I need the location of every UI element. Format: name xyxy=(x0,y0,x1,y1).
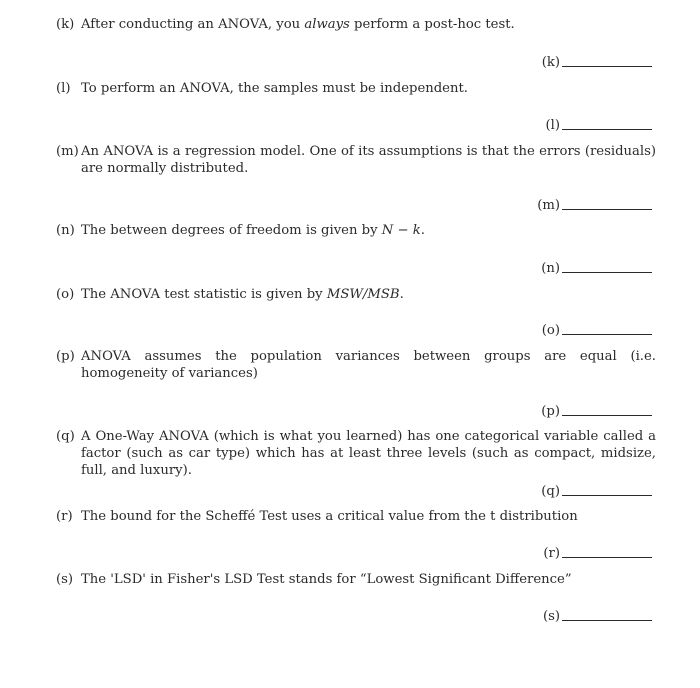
question-label: (o) xyxy=(56,287,75,302)
question-text: An ANOVA is a regression model. One of its assumptions is that the errors (residuals) are normally distributed. xyxy=(81,144,656,176)
question-q xyxy=(56,428,656,479)
answer-line[interactable] xyxy=(562,209,652,210)
answer-label: (o) xyxy=(541,323,560,338)
answer-blank-n[interactable] xyxy=(520,260,652,277)
answer-label: (r) xyxy=(543,546,560,561)
answer-line[interactable] xyxy=(562,620,652,621)
answer-label: (s) xyxy=(542,609,560,624)
answer-line[interactable] xyxy=(562,272,652,273)
answer-label: (k) xyxy=(541,55,560,70)
answer-line[interactable] xyxy=(562,129,652,130)
answer-label: (m) xyxy=(537,198,560,213)
question-s xyxy=(56,571,656,588)
math-expression: N − k xyxy=(381,223,421,238)
answer-line[interactable] xyxy=(562,66,652,67)
question-label: (s) xyxy=(56,572,74,587)
question-n xyxy=(56,222,656,239)
question-text: To perform an ANOVA, the samples must be independent. xyxy=(81,81,468,96)
answer-blank-l[interactable] xyxy=(520,117,652,134)
question-text: The bound for the Scheffé Test uses a critical value from the t distribution xyxy=(81,509,578,524)
answer-label: (p) xyxy=(541,404,560,419)
answer-line[interactable] xyxy=(562,495,652,496)
answer-label: (n) xyxy=(541,261,560,276)
question-r xyxy=(56,508,656,525)
question-text: A One-Way ANOVA (which is what you learned) has one categorical variable called a factor (such as car type) which has at least three levels (such as compact, midsize, full, and luxury). xyxy=(81,429,656,478)
question-label: (n) xyxy=(56,223,75,238)
math-expression: MSW/MSB xyxy=(326,287,400,302)
question-o xyxy=(56,286,656,303)
question-k xyxy=(56,16,656,33)
question-l xyxy=(56,80,656,97)
question-p xyxy=(56,348,656,382)
answer-blank-q[interactable] xyxy=(520,483,652,500)
answer-blank-o[interactable] xyxy=(520,322,652,339)
question-label: (l) xyxy=(56,81,71,96)
question-m xyxy=(56,143,656,177)
answer-label: (q) xyxy=(541,484,560,499)
question-label: (r) xyxy=(56,509,73,524)
question-text: The ANOVA test statistic is given by MSW/MSB. xyxy=(81,287,404,302)
question-text: The between degrees of freedom is given by N − k. xyxy=(81,223,425,238)
question-text: After conducting an ANOVA, you always perform a post-hoc test. xyxy=(81,17,515,32)
answer-line[interactable] xyxy=(562,334,652,335)
answer-line[interactable] xyxy=(562,557,652,558)
answer-blank-m[interactable] xyxy=(520,197,652,214)
answer-label: (l) xyxy=(545,118,560,133)
question-label: (q) xyxy=(56,429,75,444)
answer-blank-r[interactable] xyxy=(520,545,652,562)
answer-blank-p[interactable] xyxy=(520,403,652,420)
question-label: (m) xyxy=(56,144,79,159)
answer-line[interactable] xyxy=(562,415,652,416)
question-text: ANOVA assumes the population variances between groups are equal (i.e. homogeneity of variances) xyxy=(81,349,656,381)
question-text: The 'LSD' in Fisher's LSD Test stands for “Lowest Significant Difference” xyxy=(81,572,572,587)
question-label: (p) xyxy=(56,349,75,364)
question-label: (k) xyxy=(56,17,75,32)
answer-blank-s[interactable] xyxy=(520,608,652,625)
answer-blank-k[interactable] xyxy=(520,54,652,71)
